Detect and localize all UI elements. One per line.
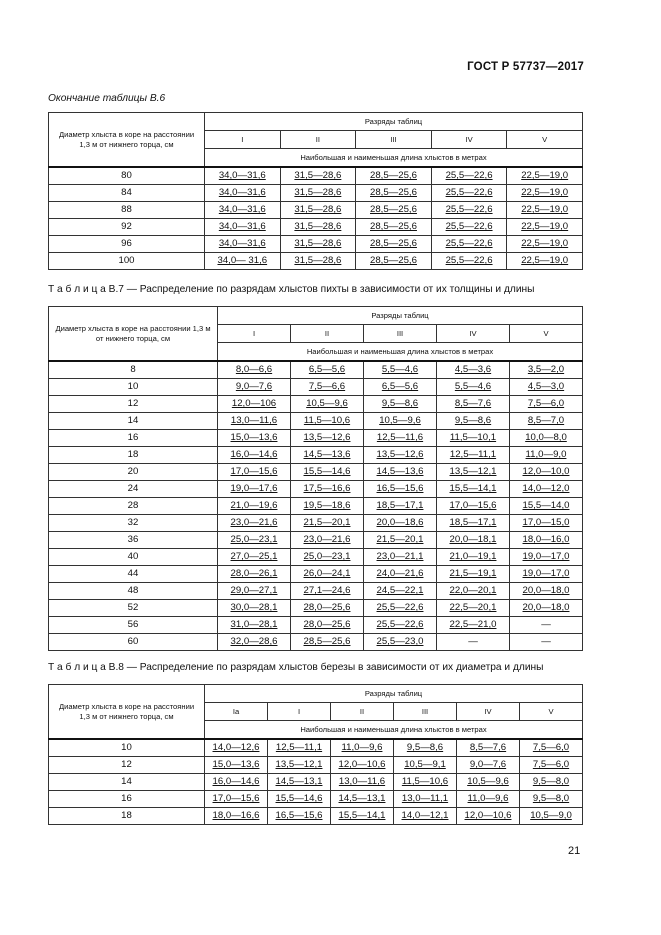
- length-range-cell: 31,5—28,6: [280, 253, 356, 270]
- length-range-cell: 28,5—25,6: [356, 219, 432, 236]
- length-range-cell: 21,5—19,1: [437, 566, 510, 583]
- length-range-cell: 22,5—19,0: [507, 253, 583, 270]
- length-range-cell: —: [510, 617, 583, 634]
- length-subheader: Наибольшая и наименьшая длина хлыстов в метрах: [205, 721, 583, 740]
- length-range-cell: 6,5—5,6: [291, 361, 364, 379]
- table-row: [49, 253, 583, 270]
- group-header: Разряды таблиц: [218, 307, 583, 325]
- length-range-cell: 19,0—17,0: [510, 549, 583, 566]
- length-range-cell: 19,0—17,0: [510, 566, 583, 583]
- table-row: [49, 739, 583, 757]
- table-row: [49, 361, 583, 379]
- length-range-cell: 25,5—22,6: [431, 253, 507, 270]
- length-range-cell: 32,0—28,6: [218, 634, 291, 651]
- length-range-cell: 10,5—9,6: [291, 396, 364, 413]
- table-row: [49, 464, 583, 481]
- length-range-cell: 12,5—11,1: [268, 739, 331, 757]
- class-header: IV: [437, 325, 510, 343]
- length-range-cell: 34,0—31,6: [205, 167, 281, 185]
- length-range-cell: 23,0—21,6: [218, 515, 291, 532]
- class-header: III: [356, 131, 432, 149]
- length-range-cell: 15,5—14,0: [510, 498, 583, 515]
- diameter-cell: 16: [49, 430, 218, 447]
- length-range-cell: 13,5—12,1: [437, 464, 510, 481]
- length-range-cell: 34,0— 31,6: [205, 253, 281, 270]
- page-number: 21: [568, 845, 581, 857]
- table-b8-caption: Т а б л и ц а В.8 — Распределение по разрядам хлыстов березы в зависимости от их диаметра и длины: [48, 662, 544, 673]
- length-range-cell: 9,5—8,6: [437, 413, 510, 430]
- table-row: [49, 600, 583, 617]
- length-range-cell: 25,5—22,6: [431, 185, 507, 202]
- length-range-cell: 10,5—9,6: [364, 413, 437, 430]
- length-range-cell: 10,5—9,0: [520, 808, 583, 825]
- length-range-cell: 10,5—9,6: [457, 774, 520, 791]
- diameter-cell: 18: [49, 447, 218, 464]
- length-range-cell: 24,0—21,6: [364, 566, 437, 583]
- length-range-cell: 7,5—6,0: [520, 757, 583, 774]
- diameter-cell: 18: [49, 808, 205, 825]
- group-header: Разряды таблиц: [205, 685, 583, 703]
- length-range-cell: 25,5—22,6: [431, 167, 507, 185]
- length-range-cell: 4,5—3,0: [510, 379, 583, 396]
- length-range-cell: 11,5—10,1: [437, 430, 510, 447]
- table-row: [49, 774, 583, 791]
- class-header: V: [520, 703, 583, 721]
- table-row: [49, 566, 583, 583]
- length-range-cell: 25,5—22,6: [364, 600, 437, 617]
- length-range-cell: 15,5—14,1: [331, 808, 394, 825]
- length-range-cell: 14,0—12,1: [394, 808, 457, 825]
- length-range-cell: 15,5—14,6: [291, 464, 364, 481]
- table-row: [49, 532, 583, 549]
- length-range-cell: 22,5—19,0: [507, 219, 583, 236]
- length-range-cell: 28,0—25,6: [291, 617, 364, 634]
- length-range-cell: 11,0—9,6: [331, 739, 394, 757]
- diameter-cell: 52: [49, 600, 218, 617]
- length-range-cell: 9,5—8,0: [520, 774, 583, 791]
- table-b8: [48, 684, 583, 825]
- length-range-cell: 12,0—10,0: [510, 464, 583, 481]
- length-range-cell: 31,0—28,1: [218, 617, 291, 634]
- length-range-cell: 12,5—11,1: [437, 447, 510, 464]
- length-range-cell: 16,0—14,6: [205, 774, 268, 791]
- table-b7-caption: Т а б л и ц а В.7 — Распределение по разрядам хлыстов пихты в зависимости от их толщины и длины: [48, 284, 535, 295]
- length-range-cell: 25,0—23,1: [218, 532, 291, 549]
- length-range-cell: 27,1—24,6: [291, 583, 364, 600]
- length-range-cell: 17,0—15,0: [510, 515, 583, 532]
- length-range-cell: 15,5—14,6: [268, 791, 331, 808]
- length-range-cell: 15,0—13,6: [218, 430, 291, 447]
- length-subheader: Наибольшая и наименьшая длина хлыстов в метрах: [205, 149, 583, 168]
- length-range-cell: 9,0—7,6: [218, 379, 291, 396]
- table-row: [49, 396, 583, 413]
- diameter-cell: 10: [49, 379, 218, 396]
- length-range-cell: 7,5—6,6: [291, 379, 364, 396]
- length-range-cell: 25,5—22,6: [364, 617, 437, 634]
- table-b7: [48, 306, 583, 651]
- length-range-cell: 14,5—13,1: [331, 791, 394, 808]
- diameter-cell: 60: [49, 634, 218, 651]
- length-range-cell: 16,5—15,6: [268, 808, 331, 825]
- length-range-cell: 13,5—12,1: [268, 757, 331, 774]
- diameter-cell: 12: [49, 757, 205, 774]
- length-range-cell: 22,5—19,0: [507, 202, 583, 219]
- length-range-cell: 25,5—22,6: [431, 236, 507, 253]
- diameter-cell: 14: [49, 774, 205, 791]
- length-range-cell: 26,0—24,1: [291, 566, 364, 583]
- length-range-cell: 17,0—15,6: [205, 791, 268, 808]
- length-range-cell: 18,5—17,1: [437, 515, 510, 532]
- length-range-cell: 34,0—31,6: [205, 185, 281, 202]
- table-row: [49, 515, 583, 532]
- class-header: II: [291, 325, 364, 343]
- class-header: Ia: [205, 703, 268, 721]
- length-range-cell: 14,5—13,1: [268, 774, 331, 791]
- length-range-cell: 17,0—15,6: [437, 498, 510, 515]
- length-range-cell: 10,0—8,0: [510, 430, 583, 447]
- length-range-cell: 22,5—21,0: [437, 617, 510, 634]
- length-range-cell: 22,5—19,0: [507, 236, 583, 253]
- length-range-cell: 13,0—11,6: [218, 413, 291, 430]
- length-range-cell: 4,5—3,6: [437, 361, 510, 379]
- length-range-cell: 31,5—28,6: [280, 202, 356, 219]
- length-range-cell: 12,5—11,6: [364, 430, 437, 447]
- length-range-cell: 25,0—23,1: [291, 549, 364, 566]
- length-range-cell: 25,5—22,6: [431, 202, 507, 219]
- length-range-cell: 8,5—7,6: [437, 396, 510, 413]
- diameter-cell: 36: [49, 532, 218, 549]
- class-header: II: [331, 703, 394, 721]
- table-row: [49, 808, 583, 825]
- table-row: [49, 634, 583, 651]
- length-range-cell: 28,5—25,6: [356, 167, 432, 185]
- length-range-cell: 31,5—28,6: [280, 236, 356, 253]
- table-b6-caption: Окончание таблицы В.6: [48, 93, 166, 104]
- table-row: [49, 583, 583, 600]
- length-range-cell: 6,5—5,6: [364, 379, 437, 396]
- length-range-cell: 9,5—8,6: [394, 739, 457, 757]
- table-row: [49, 379, 583, 396]
- length-range-cell: 12,0—106: [218, 396, 291, 413]
- length-range-cell: 18,0—16,0: [510, 532, 583, 549]
- length-range-cell: 19,5—18,6: [291, 498, 364, 515]
- length-range-cell: 9,0—7,6: [457, 757, 520, 774]
- length-range-cell: 13,0—11,1: [394, 791, 457, 808]
- diameter-cell: 88: [49, 202, 205, 219]
- length-range-cell: 9,5—8,0: [520, 791, 583, 808]
- length-range-cell: 30,0—28,1: [218, 600, 291, 617]
- length-range-cell: 11,5—10,6: [291, 413, 364, 430]
- length-range-cell: 34,0—31,6: [205, 202, 281, 219]
- length-range-cell: 15,0—13,6: [205, 757, 268, 774]
- class-header: I: [205, 131, 281, 149]
- table-row: [49, 617, 583, 634]
- class-header: V: [510, 325, 583, 343]
- diameter-cell: 8: [49, 361, 218, 379]
- length-range-cell: 23,0—21,6: [291, 532, 364, 549]
- length-range-cell: —: [437, 634, 510, 651]
- length-range-cell: 5,5—4,6: [364, 361, 437, 379]
- length-range-cell: 20,0—18,0: [510, 600, 583, 617]
- length-range-cell: 3,5—2,0: [510, 361, 583, 379]
- length-range-cell: 28,5—25,6: [356, 185, 432, 202]
- dim-header: Диаметр хлыста в коре на расстоянии 1,3 м от нижнего торца, см: [49, 307, 218, 362]
- class-header: I: [218, 325, 291, 343]
- length-range-cell: 12,0—10,6: [331, 757, 394, 774]
- length-range-cell: 34,0—31,6: [205, 219, 281, 236]
- length-range-cell: 18,5—17,1: [364, 498, 437, 515]
- length-range-cell: 21,5—20,1: [364, 532, 437, 549]
- table-row: [49, 185, 583, 202]
- length-range-cell: 10,5—9,1: [394, 757, 457, 774]
- length-range-cell: 13,0—11,6: [331, 774, 394, 791]
- length-range-cell: 14,0—12,6: [205, 739, 268, 757]
- dim-header: Диаметр хлыста в коре на расстоянии 1,3 м от нижнего торца, см: [49, 685, 205, 740]
- length-range-cell: 28,5—25,6: [291, 634, 364, 651]
- length-range-cell: 5,5—4,6: [437, 379, 510, 396]
- length-range-cell: 15,5—14,1: [437, 481, 510, 498]
- length-range-cell: 28,5—25,6: [356, 236, 432, 253]
- length-range-cell: 21,5—20,1: [291, 515, 364, 532]
- length-range-cell: 28,0—26,1: [218, 566, 291, 583]
- length-range-cell: 9,5—8,6: [364, 396, 437, 413]
- length-range-cell: 28,5—25,6: [356, 202, 432, 219]
- diameter-cell: 100: [49, 253, 205, 270]
- class-header: II: [280, 131, 356, 149]
- length-range-cell: 34,0—31,6: [205, 236, 281, 253]
- length-range-cell: 22,5—19,0: [507, 185, 583, 202]
- table-row: [49, 167, 583, 185]
- diameter-cell: 92: [49, 219, 205, 236]
- class-header: III: [394, 703, 457, 721]
- class-header: V: [507, 131, 583, 149]
- length-range-cell: 11,5—10,6: [394, 774, 457, 791]
- table-row: [49, 498, 583, 515]
- length-range-cell: 14,5—13,6: [291, 447, 364, 464]
- group-header: Разряды таблиц: [205, 113, 583, 131]
- length-range-cell: 22,5—19,0: [507, 167, 583, 185]
- table-row: [49, 481, 583, 498]
- length-range-cell: 22,5—20,1: [437, 600, 510, 617]
- length-range-cell: 27,0—25,1: [218, 549, 291, 566]
- length-range-cell: 7,5—6,0: [520, 739, 583, 757]
- diameter-cell: 80: [49, 167, 205, 185]
- table-row: [49, 447, 583, 464]
- length-range-cell: 17,0—15,6: [218, 464, 291, 481]
- length-range-cell: 8,5—7,6: [457, 739, 520, 757]
- diameter-cell: 20: [49, 464, 218, 481]
- diameter-cell: 10: [49, 739, 205, 757]
- length-range-cell: 13,5—12,6: [291, 430, 364, 447]
- length-range-cell: 20,0—18,0: [510, 583, 583, 600]
- diameter-cell: 28: [49, 498, 218, 515]
- table-row: [49, 430, 583, 447]
- diameter-cell: 96: [49, 236, 205, 253]
- table-row: [49, 549, 583, 566]
- length-range-cell: 16,5—15,6: [364, 481, 437, 498]
- length-range-cell: 19,0—17,6: [218, 481, 291, 498]
- table-row: [49, 791, 583, 808]
- document-id: ГОСТ Р 57737—2017: [467, 61, 584, 73]
- length-range-cell: 14,0—12,0: [510, 481, 583, 498]
- length-range-cell: 31,5—28,6: [280, 167, 356, 185]
- length-range-cell: 13,5—12,6: [364, 447, 437, 464]
- length-range-cell: 11,0—9,0: [510, 447, 583, 464]
- table-row: [49, 219, 583, 236]
- length-range-cell: 20,0—18,1: [437, 532, 510, 549]
- length-subheader: Наибольшая и наименьшая длина хлыстов в метрах: [218, 343, 583, 362]
- table-b6: [48, 112, 583, 270]
- diameter-cell: 14: [49, 413, 218, 430]
- length-range-cell: 14,5—13,6: [364, 464, 437, 481]
- diameter-cell: 32: [49, 515, 218, 532]
- length-range-cell: 16,0—14,6: [218, 447, 291, 464]
- diameter-cell: 84: [49, 185, 205, 202]
- length-range-cell: 18,0—16,6: [205, 808, 268, 825]
- length-range-cell: 21,0—19,1: [437, 549, 510, 566]
- length-range-cell: —: [510, 634, 583, 651]
- length-range-cell: 8,5—7,0: [510, 413, 583, 430]
- length-range-cell: 22,0—20,1: [437, 583, 510, 600]
- length-range-cell: 11,0—9,6: [457, 791, 520, 808]
- diameter-cell: 24: [49, 481, 218, 498]
- length-range-cell: 25,5—22,6: [431, 219, 507, 236]
- length-range-cell: 29,0—27,1: [218, 583, 291, 600]
- length-range-cell: 31,5—28,6: [280, 185, 356, 202]
- length-range-cell: 21,0—19,6: [218, 498, 291, 515]
- length-range-cell: 25,5—23,0: [364, 634, 437, 651]
- class-header: IV: [431, 131, 507, 149]
- length-range-cell: 7,5—6,0: [510, 396, 583, 413]
- length-range-cell: 20,0—18,6: [364, 515, 437, 532]
- table-row: [49, 236, 583, 253]
- length-range-cell: 23,0—21,1: [364, 549, 437, 566]
- length-range-cell: 31,5—28,6: [280, 219, 356, 236]
- class-header: III: [364, 325, 437, 343]
- diameter-cell: 44: [49, 566, 218, 583]
- length-range-cell: 28,0—25,6: [291, 600, 364, 617]
- dim-header: Диаметр хлыста в коре на расстоянии 1,3 м от нижнего торца, см: [49, 113, 205, 168]
- length-range-cell: 28,5—25,6: [356, 253, 432, 270]
- length-range-cell: 8,0—6,6: [218, 361, 291, 379]
- diameter-cell: 48: [49, 583, 218, 600]
- length-range-cell: 17,5—16,6: [291, 481, 364, 498]
- table-row: [49, 202, 583, 219]
- class-header: IV: [457, 703, 520, 721]
- diameter-cell: 56: [49, 617, 218, 634]
- table-row: [49, 413, 583, 430]
- table-row: [49, 757, 583, 774]
- diameter-cell: 16: [49, 791, 205, 808]
- diameter-cell: 12: [49, 396, 218, 413]
- diameter-cell: 40: [49, 549, 218, 566]
- length-range-cell: 24,5—22,1: [364, 583, 437, 600]
- length-range-cell: 12,0—10,6: [457, 808, 520, 825]
- class-header: I: [268, 703, 331, 721]
